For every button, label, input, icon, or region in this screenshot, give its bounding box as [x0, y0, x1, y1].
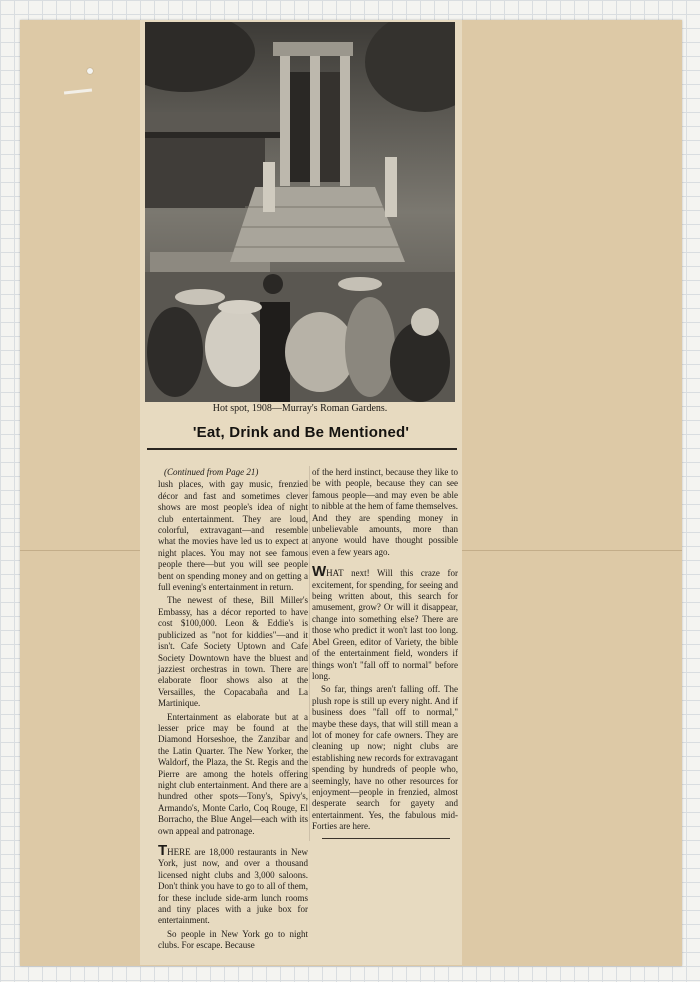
- paragraph: The newest of these, Bill Miller's Embassy, has a décor reported to have cost $100,000. Leon & Eddie's is publicized as "not for kiddies"—and it isn't. Cafe Society Uptown and Cafe Society Downtown have the bluest and jazziest orchestras in town. There are elaborate floor shows also at the Versailles, the Copacabaña and La Martinique.: [158, 595, 308, 709]
- photo-caption: Hot spot, 1908—Murray's Roman Gardens.: [212, 403, 388, 414]
- article-column-1: [158, 467, 308, 954]
- continued-note: (Continued from Page 21): [164, 467, 259, 477]
- paragraph: lush places, with gay music, frenzied décor and fast and sometimes clever shows are most people's idea of night club entertainment. They are loud, colorful, extravagant—and resemble what the movies have led us to expect at night places. You may not see famous people there—but you will see people bent on spending money and on getting a full evening's entertainment in return.: [158, 479, 308, 593]
- column-separator: [309, 466, 310, 841]
- paragraph: So people in New York go to night clubs. For escape. Because: [158, 928, 308, 951]
- paragraph: Entertainment as elaborate but at a lesser price may be found at the Diamond Horseshoe, the Zanzibar and the Latin Quarter. The New Yorker, the Waldorf, the Plaza, the St. Regis and the Pierre are among the hotels offering night club entertainment. And there are a hundred other spots—Tony's, Spivy's, Armando's, Monte Carlo, Coq Rouge, El Borracho, the Blue Angel—each with its own appeal and patronage.: [158, 711, 308, 836]
- headline-rule: [147, 448, 457, 450]
- tape-mark: [64, 89, 92, 95]
- paragraph-text: HERE are 18,000 restaurants in New York, just now, and over a thousand licensed night clubs and 3,000 saloons. Don't think you have to go to all of them, for these include side-arm lunch rooms and tiny places with a juke box for entertainment.: [158, 847, 308, 926]
- paragraph-dropcap: [158, 842, 308, 927]
- photo-roman-gardens: [145, 22, 455, 402]
- drop-cap: W: [312, 563, 327, 581]
- pin-hole: [87, 68, 93, 74]
- drop-cap: T: [158, 842, 168, 859]
- end-rule: [322, 838, 450, 839]
- paragraph-dropcap: [312, 563, 458, 682]
- paragraph-text: HAT next! Will this craze for excitement, for spending, for seeing and being written about, this search for amusement, grow? Or will it disappear, change into something else? There are those who predict it won't last too long. Abel Green, editor of Variety, the bible of the entertainment field, wonders if things won't "fall off to normal" before long.: [312, 568, 458, 681]
- paragraph: So far, things aren't falling off. The plush rope is still up every night. And if business does "fall off to normal," maybe these days, that will still mean a lot of money for cafe owners. They are cleaning up now; night clubs are establishing new records for extravagant spending by hundreds of people who, seemingly, have no other resources for enjoyment—people in frenzied, almost desperate search for gayety and entertainment. Yes, the fabulous mid-Forties are here.: [312, 684, 458, 832]
- article-column-2: [312, 467, 458, 835]
- photo-illustration: [145, 22, 455, 402]
- paragraph: of the herd instinct, because they like to be with people, because they can see famous people—and may even be able to nibble at the hem of fame themselves. And they are spending money in unbelievable amounts, more than anyone would have thought possible even a few years ago.: [312, 467, 458, 557]
- headline: 'Eat, Drink and Be Mentioned': [192, 424, 410, 441]
